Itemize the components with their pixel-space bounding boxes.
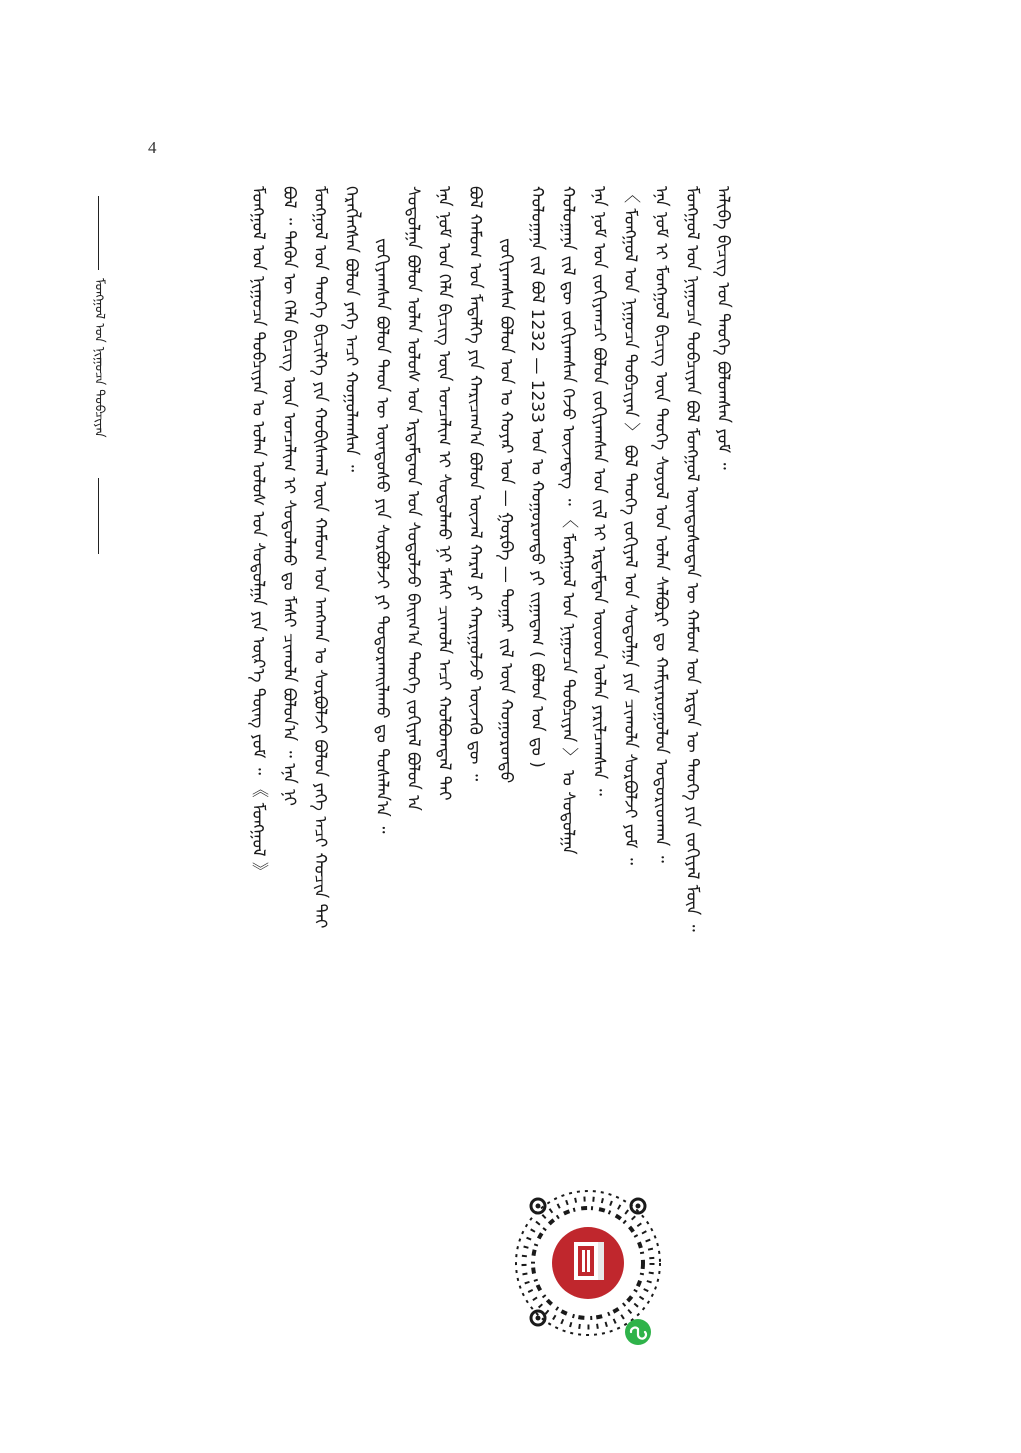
- body-text: [148, 186, 738, 1326]
- text-column: ᠵᠣᠬᠢᠶᠠᠭᠰᠠᠨ ᠪᠣᠯᠤᠨ ᠣᠨ ᠤ ᠬᠣᠶᠠᠷ ᠤᠨ — ᠭᠤᠷᠪᠠ — ᠳᠤᠭᠠᠷ ᠵᠢᠯ ᠦᠨ ᠬᠣᠭᠣᠷᠣᠨᠳᠤ: [496, 238, 516, 784]
- header-rule-top: [98, 196, 99, 270]
- page-number: 4: [148, 138, 157, 157]
- text-column: ᠡᠨᠡ ᠨᠣᠮ ᠤᠨ ᠬᠡᠯᠡ ᠪᠢᠴᠢᠭ ᠦᠨ ᠣᠨᠴᠠᠯᠢᠭ ᠢ ᠰᠤᠳᠤᠯᠬᠤ ᠨᠢ ᠮᠠᠰᠢ ᠴᠢᠬᠤᠯᠠ ᠠᠴᠢ ᠬᠣᠯᠪᠤᠭᠳᠠᠯ ᠲᠠᠢ: [434, 186, 454, 801]
- mini-program-qr-code-icon[interactable]: [514, 1168, 662, 1358]
- text-column: 〈 ᠮᠣᠩᠭᠣᠯ ᠤᠨ ᠨᠢᠭᠤᠴᠠ ᠲᠣᠪᠴᠢᠶᠠᠨ 〉 ᠪᠣᠯ ᠲᠡᠦᠬᠡ ᠵᠣᠬᠢᠶᠠᠯ ᠤᠨ ᠰᠣᠳᠤᠯᠭᠠ ᠶᠢᠨ ᠴᠢᠬᠤᠯᠠ ᠰᠤᠷᠪᠤᠯᠵᠢ ᠶᠤᠮ ᠃: [620, 186, 640, 865]
- text-column: ᠮᠣᠩᠭᠣᠯ ᠤᠨ ᠨᠢᠭᠤᠴᠠ ᠲᠣᠪᠴᠢᠶᠠᠨ ᠤ ᠣᠯᠠᠨ ᠤᠯᠤᠰ ᠤᠨ ᠰᠤᠳᠤᠯᠭᠠ ᠶᠢᠨ ᠦᠷ᠎ᠡ ᠳᠦᠩ ᠶᠤᠮ ᠃ 《 ᠮᠣᠩᠭᠣᠯ 》: [248, 186, 268, 879]
- running-header: ᠮᠣᠩᠭᠣᠯ ᠤᠨ ᠨᠢᠭᠤᠴᠠ ᠲᠣᠪᠴᠢᠶᠠᠨ: [91, 278, 107, 438]
- text-column: ᠡᠨᠡ ᠨᠣᠮ ᠤᠨ ᠵᠣᠬᠢᠶᠠᠭᠴᠢ ᠪᠣᠯᠤᠨ ᠵᠣᠬᠢᠶᠠᠭᠰᠠᠨ ᠣᠨ ᠵᠢᠯ ᠢ ᠡᠷᠳᠡᠮᠲᠡᠨ ᠦᠦᠳ ᠣᠯᠠᠨ ᠶᠠᠷᠢᠯᠴᠠᠭᠰᠠᠨ ᠃: [589, 186, 609, 796]
- text-column: ᠬᠤᠯᠤᠭᠠᠨᠠ ᠵᠢᠯ ᠳᠦ ᠵᠣᠬᠢᠶᠠᠭᠰᠠᠨ ᠭᠡᠵᠦ ᠦᠵᠡᠳᠡᠭ ᠃ 〈 ᠮᠣᠩᠭᠣᠯ ᠤᠨ ᠨᠢᠭᠤᠴᠠ ᠲᠣᠪᠴᠢᠶᠠᠨ 〉 ᠤ ᠰᠤᠳᠤᠯᠭᠠ: [558, 186, 578, 855]
- text-column: ᠠᠯᠢᠪᠠ ᠪᠢᠴᠢᠭ ᠤᠨ ᠲᠡᠦᠬᠡ ᠪᠣᠯᠤᠭᠰᠠᠨ ᠶᠤᠮ ᠃: [713, 186, 733, 470]
- text-column: ᠮᠣᠩᠭᠣᠯ ᠤᠨ ᠨᠢᠭᠤᠴᠠ ᠲᠣᠪᠴᠢᠶᠠᠨ ᠪᠣᠯ ᠮᠣᠩᠭᠣᠯ ᠦᠨᠳᠦᠰᠦᠲᠡᠨ ᠦ ᠬᠠᠮᠤᠭ ᠤᠨ ᠡᠷᠲᠡᠨ ᠦ ᠲᠡᠦᠬᠡ ᠶᠢᠨ ᠵᠣᠬᠢᠶᠠᠯ ᠮᠥᠨ ᠃: [682, 186, 702, 932]
- header-rule-bottom: [98, 478, 99, 554]
- text-column: ᠪᠣᠯ ᠃ ᠲᠡᠭᠦᠨ ᠦ ᠬᠡᠯᠡ ᠪᠢᠴᠢᠭ ᠦᠨ ᠣᠨᠴᠠᠯᠢᠭ ᠢ ᠰᠤᠳᠤᠯᠬᠤ ᠳᠤ ᠮᠠᠰᠢ ᠴᠢᠬᠤᠯᠠ ᠪᠣᠯᠤᠨ᠎ᠠ ᠃ ᠡᠨᠡ ᠨᠢ: [279, 186, 299, 806]
- text-column: ᠬᠡᠷᠡᠭᠯᠡᠭᠰᠡᠨ ᠪᠣᠯᠤᠨ ᠶᠡᠬᠡ ᠠᠴᠢ ᠬᠤᠭᠤᠯᠠᠭᠰᠠᠨ ᠃: [341, 186, 361, 472]
- text-column: ᠵᠣᠬᠢᠶᠠᠭᠰᠠᠨ ᠪᠣᠯᠤᠨ ᠲᠡᠦᠨ ᠦ ᠦᠨᠳᠦᠰᠦ ᠶᠢᠨ ᠰᠤᠷᠪᠤᠯᠵᠢ ᠶᠢ ᠲᠣᠳᠣᠷᠬᠠᠢᠯᠠᠬᠤ ᠳᠤ ᠲᠤᠰᠠᠯᠠᠨ᠎ᠠ ᠃: [372, 238, 392, 834]
- text-column: ᠰᠤᠳᠤᠯᠭᠠ ᠪᠣᠯᠤᠨ ᠣᠯᠠᠨ ᠤᠯᠤᠰ ᠤᠨ ᠡᠷᠳᠡᠮᠲᠡᠳ ᠤᠨ ᠰᠤᠳᠤᠯᠵᠤ ᠪᠠᠢᠭ᠎ᠠ ᠲᠡᠦᠬᠡ ᠵᠣᠬᠢᠶᠠᠯ ᠪᠣᠯᠤᠨ ᠠ: [403, 186, 423, 811]
- text-column: ᠮᠣᠩᠭᠣᠯ ᠤᠨ ᠲᠡᠦᠬᠡ ᠪᠢᠴᠢᠯᠭᠡ ᠶᠢᠨ ᠬᠤᠪᠢᠰᠬᠠᠯ ᠦᠨ ᠬᠠᠮᠤᠭ ᠤᠨ ᠠᠩᠬᠠᠨ ᠤ ᠰᠤᠷᠪᠤᠯᠵᠢ ᠪᠣᠯᠤᠨ ᠶᠡᠬᠡ ᠠᠴᠢ ᠬᠤᠴᠢᠨ ᠲᠠᠢ: [310, 186, 330, 929]
- text-column: ᠡᠨᠡ ᠨᠣᠮ ᠢ ᠮᠣᠩᠭᠣᠯ ᠪᠢᠴᠢᠭ ᠦᠨ ᠲᠡᠦᠬᠡ ᠰᠣᠶᠣᠯ ᠤᠨ ᠣᠯᠠᠨ ᠰᠠᠯᠪᠤᠷᠢ ᠳᠤ ᠬᠠᠮᠢᠶᠠᠷᠤᠭᠤᠯᠤᠨ ᠤᠳᠤᠷᠢᠳᠬᠠᠨ ᠃: [651, 186, 671, 863]
- text-column: ᠪᠣᠯ ᠬᠠᠮᠤᠭ ᠤᠨ ᠮᠡᠳᠡᠯᠭᠡ ᠶᠢᠨ ᠬᠠᠷᠢᠴᠠᠭ᠎ᠠ ᠪᠣᠯᠤᠨ ᠦᠵᠡᠯ ᠬᠠᠷᠠᠯ ᠶᠢ ᠬᠠᠷᠢᠭᠤᠯᠵᠤ ᠦᠵᠡᠬᠦ ᠳᠦ ᠃: [465, 186, 485, 782]
- text-column: ᠬᠤᠯᠤᠭᠠᠨᠠ ᠵᠢᠯ ᠪᠣᠯ 1232 — 1233 ᠣᠨ ᠤ ᠬᠣᠭᠣᠷᠣᠨᠳᠤ ᠶᠢ ᠵᠢᠭᠠᠳᠠᠭ ( ᠪᠣᠯᠤᠨ ᠣᠨ ᠳᠤ ): [527, 186, 547, 768]
